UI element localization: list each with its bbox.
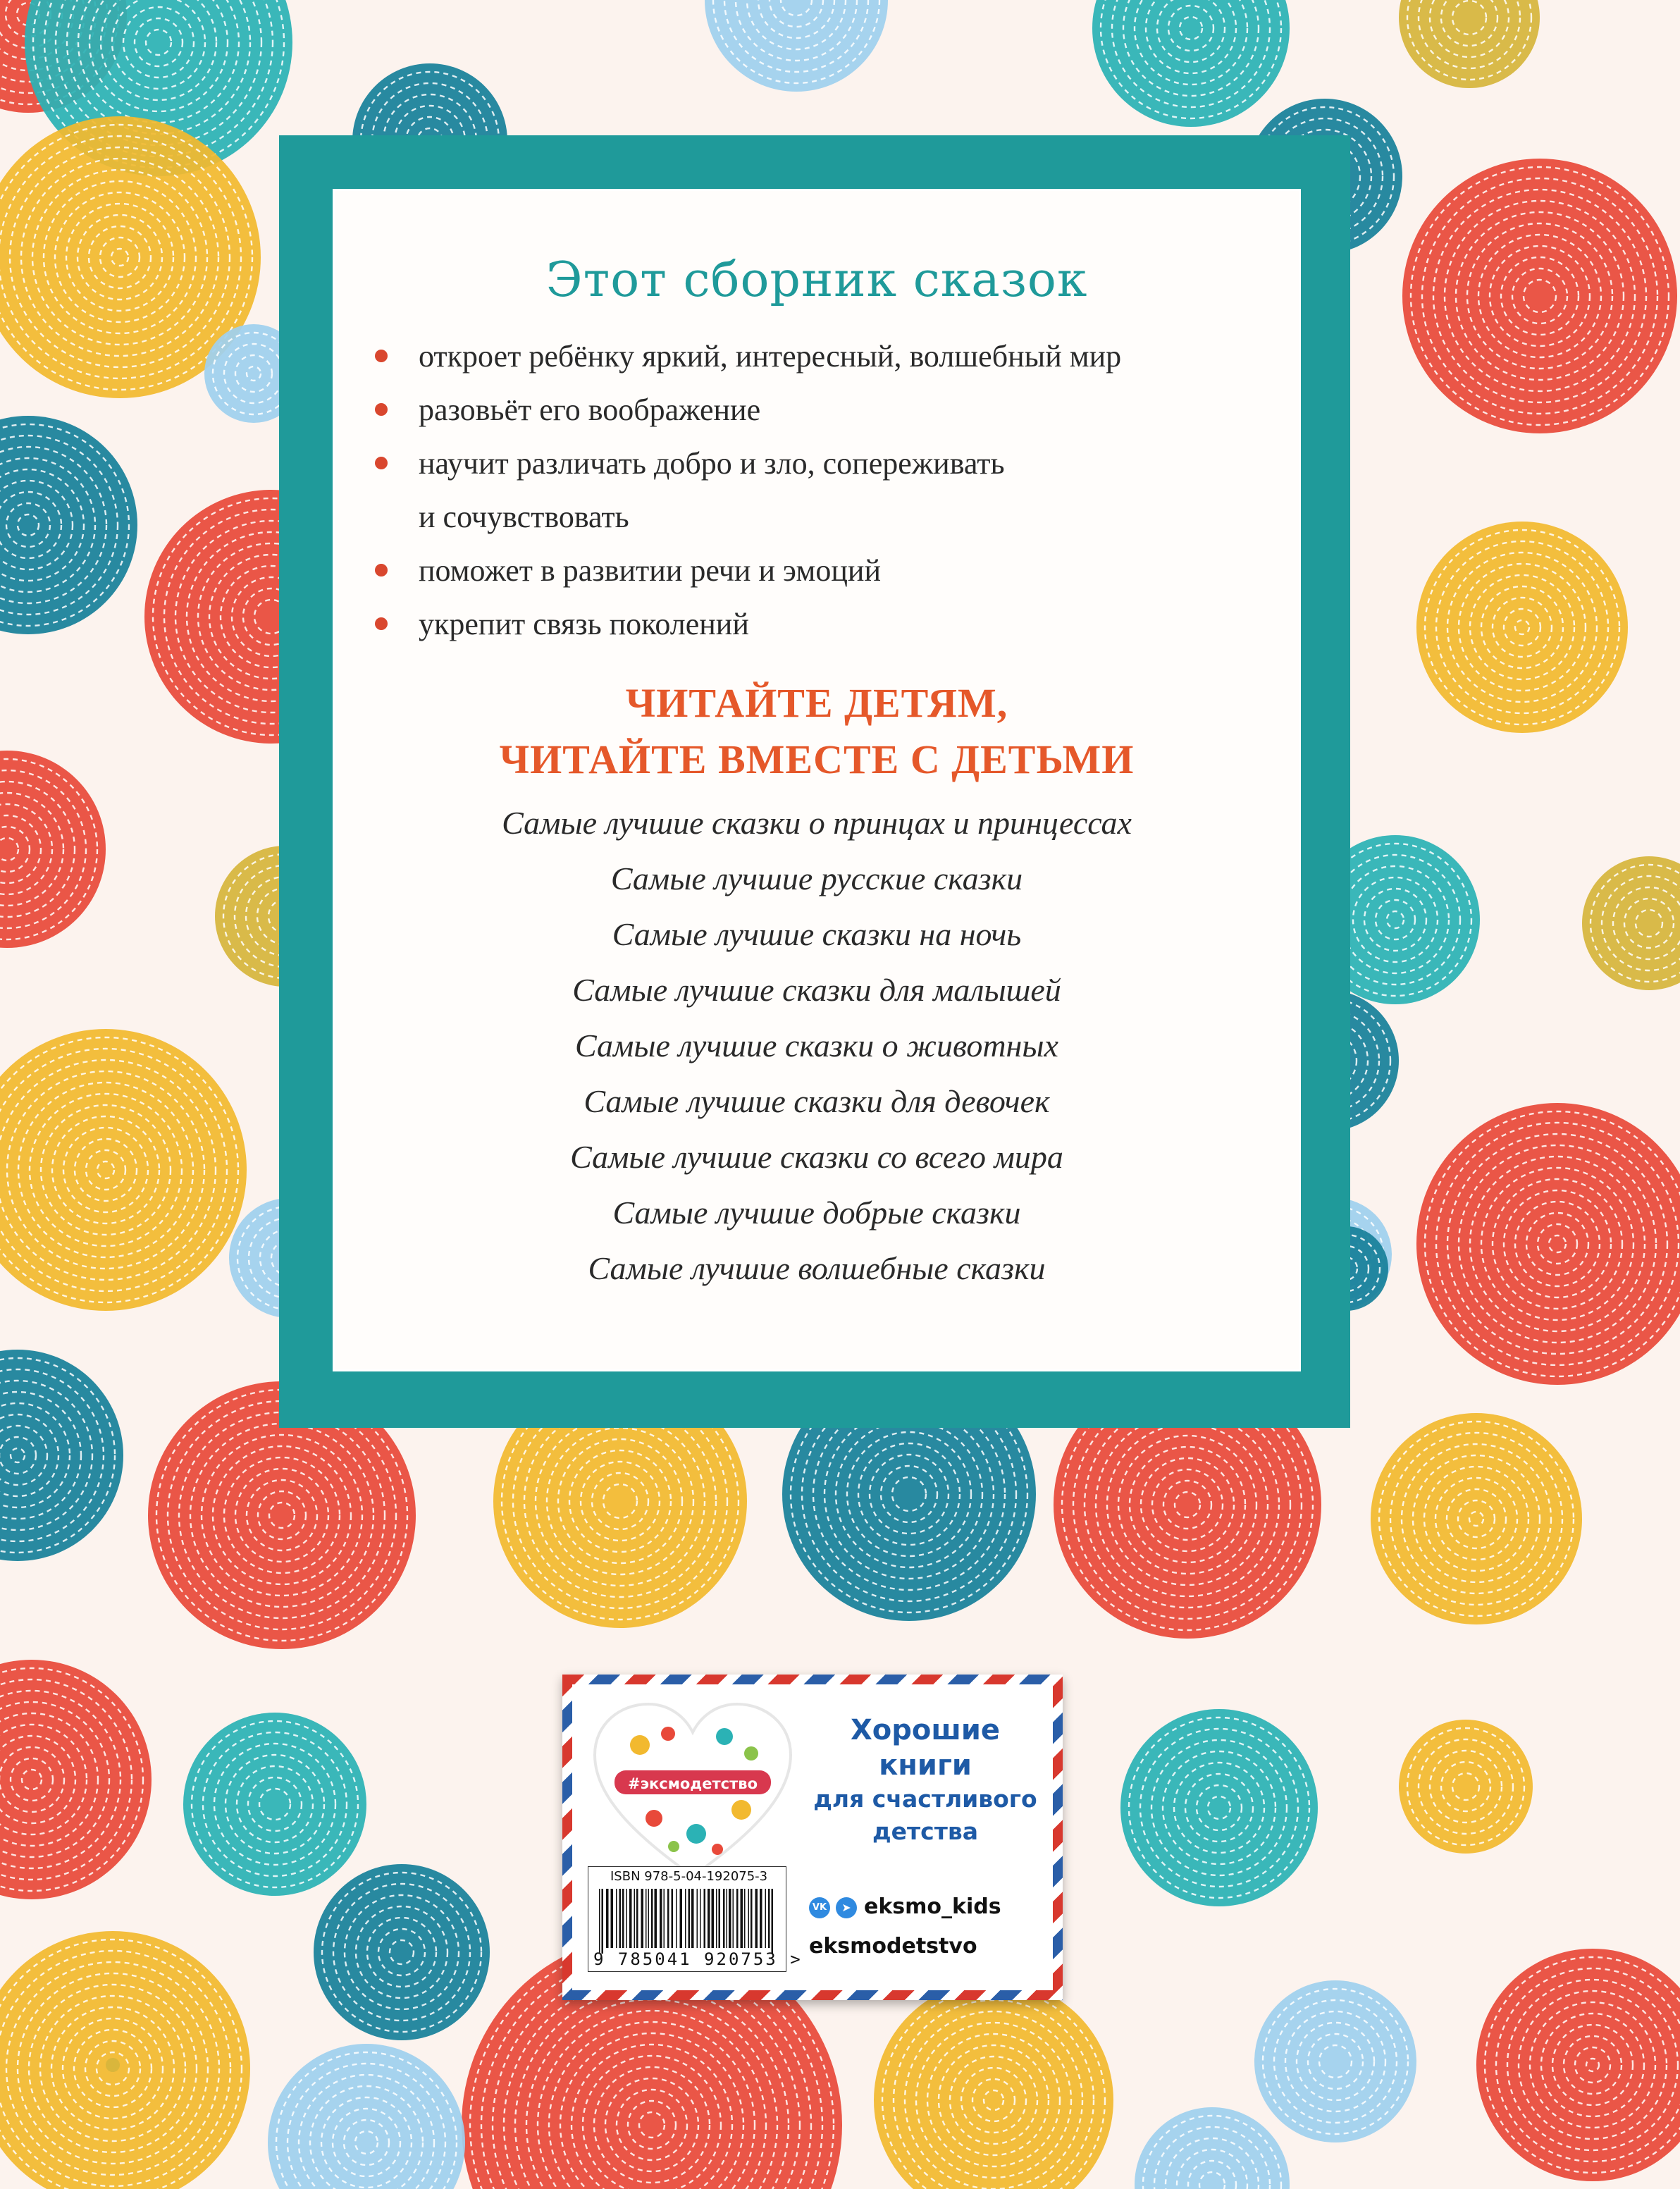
publisher-tagline: Хорошие книги для счастливого детства [813, 1714, 1037, 1845]
vk-icon: VK [809, 1897, 830, 1918]
isbn-text: ISBN 978-5-04-192075-3 [610, 1869, 768, 1884]
barcode-bar [768, 1889, 770, 1948]
barcode-bar [691, 1889, 694, 1948]
series-title: Самые лучшие русские сказки [610, 861, 1023, 896]
telegram-icon: ➤ [836, 1897, 857, 1918]
barcode-bar [704, 1889, 706, 1948]
barcode-bar [622, 1889, 624, 1948]
series-title: Самые лучшие сказки для малышей [572, 972, 1061, 1008]
publisher-label [562, 1675, 1063, 2000]
barcode-bar [744, 1889, 746, 1948]
barcode-bar [723, 1889, 725, 1948]
barcode-bar [736, 1889, 739, 1948]
barcode-bar [611, 1889, 614, 1948]
series-title: Самые лучшие добрые сказки [612, 1195, 1021, 1231]
polka-dot [1582, 856, 1680, 990]
polka-dot [0, 1931, 250, 2189]
barcode-bar [626, 1889, 628, 1948]
bullet-dot-icon [375, 350, 388, 362]
barcode-bar [680, 1889, 683, 1948]
polka-dot [106, 2058, 120, 2072]
barcode-bar [755, 1889, 758, 1948]
series-title: Самые лучшие сказки для девочек [583, 1083, 1050, 1119]
social-row-kids [809, 1887, 1001, 1927]
polka-dot [0, 416, 137, 634]
barcode-bar [634, 1889, 636, 1948]
polka-dot [1135, 2107, 1290, 2189]
collection-heading: Этот сборник сказок [545, 252, 1088, 308]
benefit-item: поможет в развитии речи и эмоций [375, 544, 1121, 598]
barcode-bar [765, 1889, 767, 1948]
barcode-bar [648, 1889, 650, 1948]
bullet-dot-icon [375, 403, 388, 416]
barcode-bar [651, 1889, 653, 1948]
benefits-list [375, 330, 1121, 651]
polka-dot [1416, 1103, 1680, 1385]
barcode-bar [727, 1889, 728, 1948]
barcode-bar [619, 1889, 622, 1948]
polka-dot [1120, 1709, 1318, 1906]
polka-dot [183, 1713, 366, 1896]
barcode-bar [716, 1889, 717, 1948]
barcode-bar [697, 1889, 698, 1948]
barcode-bar [602, 1889, 604, 1954]
barcode-bar [741, 1889, 743, 1948]
barcode-bar [700, 1889, 701, 1948]
barcode-bar [641, 1889, 644, 1948]
info-panel [333, 189, 1301, 1371]
barcode-bar [629, 1889, 632, 1948]
series-title: Самые лучшие сказки о принцах и принцессах [502, 805, 1132, 841]
barcode-bar [616, 1889, 617, 1948]
eksmodetstvo-heart-logo [591, 1700, 795, 1883]
barcode-bar [646, 1889, 647, 1948]
bullet-dot-icon [375, 564, 388, 576]
barcode-bar [655, 1889, 657, 1948]
polka-dot [874, 1980, 1113, 2189]
benefit-item-continuation: и сочувствовать [419, 500, 629, 534]
barcode-bar [672, 1889, 674, 1948]
barcode-bar [772, 1889, 774, 1954]
barcode-bar [599, 1889, 600, 1954]
polka-dot [314, 1864, 490, 2040]
polka-dot [1402, 159, 1677, 433]
series-title: Самые лучшие волшебные сказки [588, 1250, 1046, 1286]
polka-dot [705, 0, 888, 92]
polka-dot [1399, 0, 1540, 88]
barcode-bar [676, 1889, 677, 1948]
barcode-bar [760, 1889, 762, 1948]
barcode-bar [748, 1889, 750, 1948]
social-handle[interactable]: eksmodetstvo [809, 1934, 977, 1959]
barcode-bar [660, 1889, 662, 1948]
series-titles-list [333, 795, 1301, 1296]
polka-dot [1254, 1980, 1416, 2142]
benefit-item: укрепит связь поколений [375, 598, 1121, 651]
barcode-bar [606, 1889, 609, 1948]
barcode-bar [751, 1889, 753, 1948]
bullet-dot-icon [375, 457, 388, 469]
read-to-children-slogan: ЧИТАЙТЕ ДЕТЯМ, ЧИТАЙТЕ ВМЕСТЕ С ДЕТЬМИ [499, 680, 1135, 782]
barcode-bar [708, 1889, 710, 1948]
series-title: Самые лучшие сказки со всего мира [570, 1139, 1063, 1175]
benefit-item: откроет ребёнку яркий, интересный, волшебный мир [375, 330, 1121, 383]
social-handle[interactable]: eksmo_kids [864, 1894, 1001, 1919]
barcode-bar [664, 1889, 665, 1948]
barcode-bar [729, 1889, 731, 1948]
bullet-dot-icon [375, 617, 388, 630]
barcode-bar [685, 1889, 686, 1948]
barcode-bar [733, 1889, 734, 1948]
logo-text: #эксмодетство [627, 1775, 758, 1792]
barcode-digits: 9 785041 920753 > [593, 1949, 803, 1969]
polka-dot [268, 2044, 465, 2189]
barcode-bar [719, 1889, 721, 1948]
benefit-item: разовьёт его воображение [375, 383, 1121, 437]
benefit-item: научит различать добро и зло, сопереживать [375, 437, 1121, 491]
social-row-detstvo [809, 1927, 1001, 1966]
polka-dot [0, 1029, 247, 1311]
series-title: Самые лучшие сказки о животных [575, 1028, 1058, 1063]
series-title: Самые лучшие сказки на ночь [612, 916, 1022, 952]
barcode-bar [667, 1889, 669, 1948]
barcode-bar [636, 1889, 638, 1948]
social-links [809, 1887, 1001, 1966]
barcode-bar [688, 1889, 691, 1948]
barcode-bar [712, 1889, 715, 1948]
